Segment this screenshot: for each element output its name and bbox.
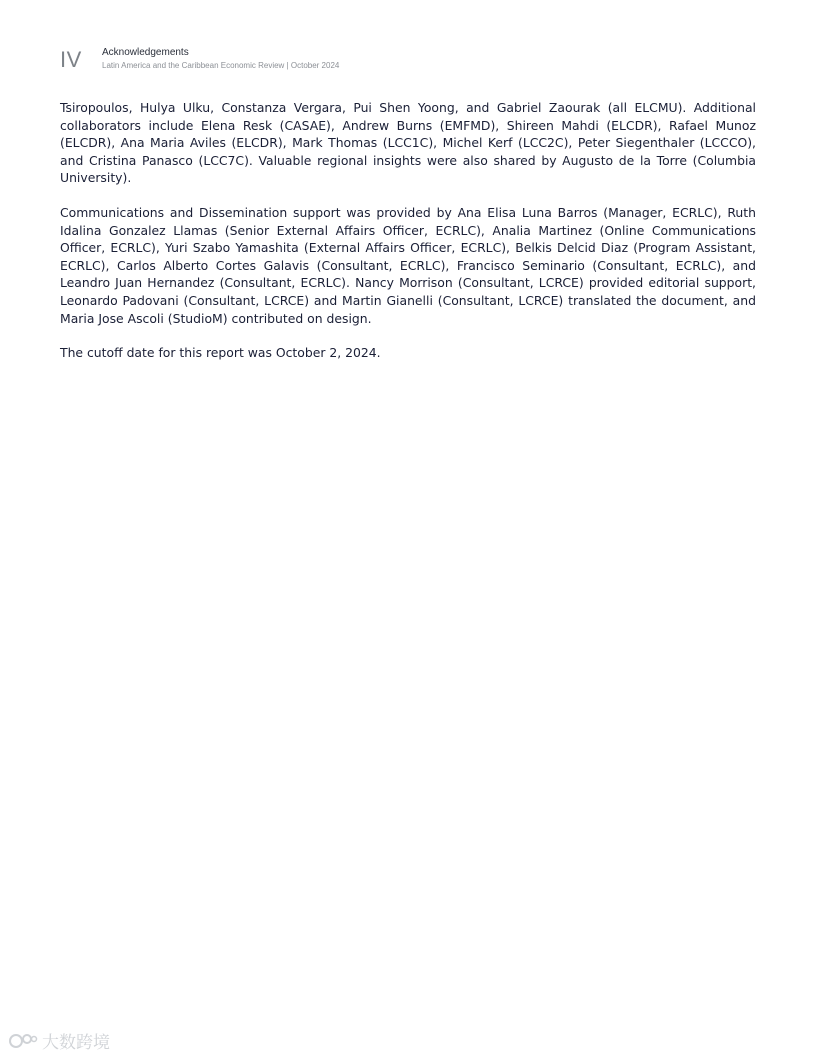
page-number: IV	[60, 47, 82, 72]
report-title: Latin America and the Caribbean Economic Review	[102, 61, 285, 70]
watermark-logo	[8, 1028, 110, 1053]
running-header	[102, 47, 339, 72]
report-date: October 2024	[290, 61, 340, 70]
paragraph-communications: Communications and Dissemination support was provided by Ana Elisa Luna Barros (Manager, ECRLC), Ruth Idalina Gonzalez Llamas (Senior External Affairs Officer, ECRLC), Analia Martinez (Online Communications Officer, ECRLC), Yuri Szabo Yamashita (External Affairs Officer, ECRLC), Belkis Delcid Diaz (Program Assistant, ECRLC), Carlos Alberto Cortes Galavis (Consultant, ECRLC), Francisco Seminario (Consultant, ECRLC), and Leandro Juan Hernandez (Consultant, ECRLC). Nancy Morrison (Consultant, LCRCE) provided editorial support, Leonardo Padovani (Consultant, LCRCE) and Martin Gianelli (Consultant, LCRCE) translated the document, and Maria Jose Ascoli (StudioM) contributed on design.	[60, 204, 756, 326]
main-content	[60, 99, 756, 379]
watermark-icon	[8, 1032, 38, 1050]
paragraph-cutoff: The cutoff date for this report was October 2, 2024.	[60, 345, 381, 361]
header-subtitle	[102, 60, 339, 72]
paragraph-collaborators: Tsiropoulos, Hulya Ulku, Constanza Vergara, Pui Shen Yoong, and Gabriel Zaourak (all ELCMU). Additional collaborators include Elena Resk (CASAE), Andrew Burns (EMFMD), Shireen Mahdi (ELCDR), Rafael Munoz (ELCDR), Ana Maria Aviles (ELCDR), Mark Thomas (LCC1C), Michel Kerf (LCC2C), Peter Siegenthaler (LCCCO), and Cristina Panasco (LCC7C). Valuable regional insights were also shared by Augusto de la Torre (Columbia University).	[60, 100, 756, 186]
section-title: Acknowledgements	[102, 47, 189, 58]
header-separator: |	[286, 61, 289, 70]
watermark-text: 大数跨境	[42, 1033, 110, 1053]
